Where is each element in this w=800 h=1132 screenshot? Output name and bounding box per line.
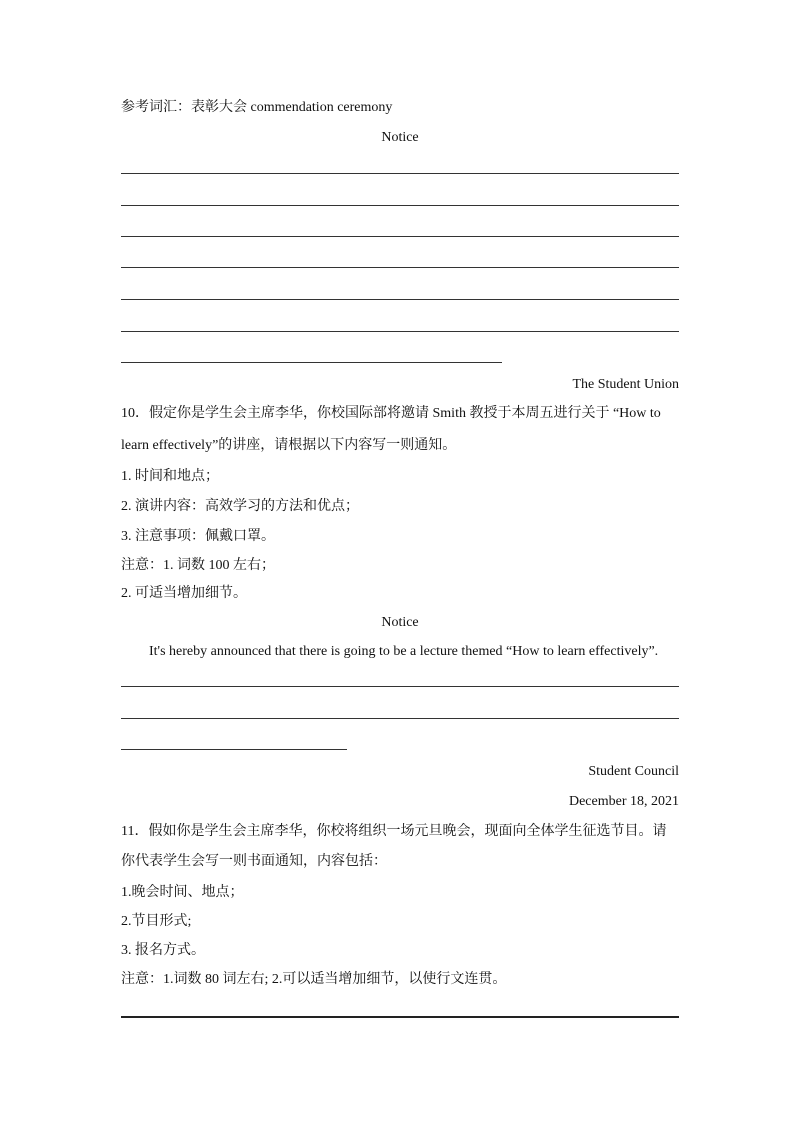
question-11-item: 2.节目形式; xyxy=(121,914,192,929)
answer-line xyxy=(121,236,679,237)
answer-line xyxy=(121,686,679,687)
answer-line-short xyxy=(121,362,502,363)
answer-line xyxy=(121,205,679,206)
question-10-signature: Student Council xyxy=(588,764,679,779)
question-11-item: 1.晚会时间、地点； xyxy=(121,885,244,900)
answer-line xyxy=(121,267,679,268)
question-10-opening: It's hereby announced that there is going to be a lecture themed “How to learn effectively”. xyxy=(149,644,659,659)
notice-signature: The Student Union xyxy=(572,377,679,392)
question-10-date: December 18, 2021 xyxy=(568,794,679,809)
answer-line xyxy=(121,718,679,719)
question-10-item: 2. 演讲内容：高效学习的方法和优点； xyxy=(121,499,359,514)
question-10-item: 1. 时间和地点； xyxy=(121,469,219,484)
answer-line xyxy=(121,331,679,332)
question-11-note: 注意：1.词数 80 词左右; 2.可以适当增加细节，以使行文连贯。 xyxy=(121,972,507,987)
answer-line-short xyxy=(121,749,347,750)
question-10-line-1: 10．假定你是学生会主席李华，你校国际部将邀请 Smith 教授于本周五进行关于 “How to xyxy=(121,406,661,421)
question-11-item: 3. 报名方式。 xyxy=(121,943,205,958)
question-10-item: 3. 注意事项：佩戴口罩。 xyxy=(121,529,275,544)
question-10-notice-title: Notice xyxy=(381,615,419,630)
answer-line xyxy=(121,173,679,174)
question-11-line-1: 11．假如你是学生会主席李华，你校将组织一场元旦晚会，现面向全体学生征选节目。请 xyxy=(121,824,667,839)
reference-vocabulary: 参考词汇：表彰大会 commendation ceremony xyxy=(121,100,393,115)
question-10-note: 2. 可适当增加细节。 xyxy=(121,586,247,601)
question-10-note: 注意：1. 词数 100 左右； xyxy=(121,558,275,573)
notice-title: Notice xyxy=(381,130,419,145)
question-10-line-2: learn effectively”的讲座，请根据以下内容写一则通知。 xyxy=(121,438,457,453)
answer-line xyxy=(121,299,679,300)
answer-line xyxy=(121,1016,679,1018)
question-11-line-2: 你代表学生会写一则书面通知，内容包括： xyxy=(121,854,387,869)
